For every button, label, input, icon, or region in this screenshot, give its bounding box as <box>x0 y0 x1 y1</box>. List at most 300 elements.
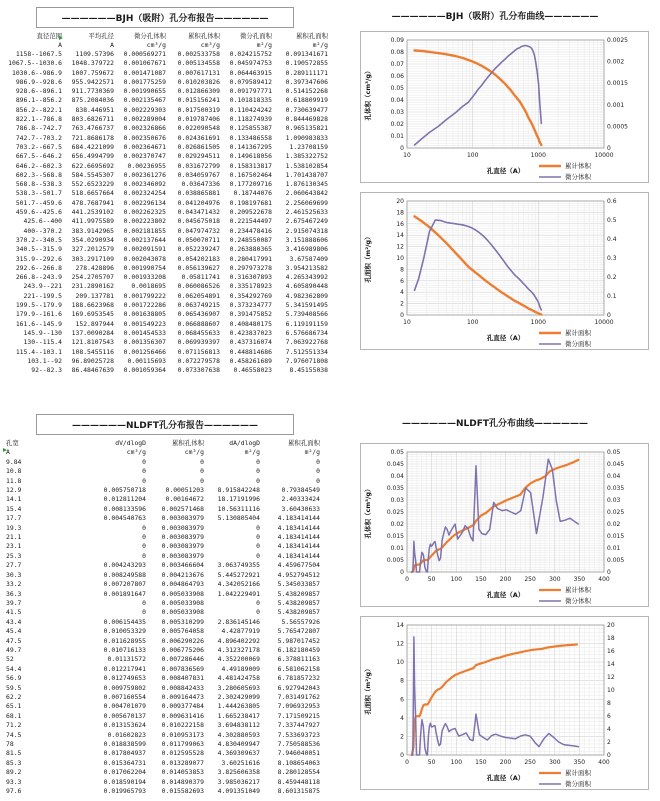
column-unit: A <box>110 41 114 49</box>
row-key-cell: 896.1--856.2 <box>15 96 62 105</box>
value-cell: 0.015156241 <box>177 96 220 105</box>
svg-text:8: 8 <box>400 677 404 685</box>
value-cell: 0.125855387 <box>229 124 272 133</box>
svg-text:0.02: 0.02 <box>607 521 621 528</box>
svg-text:0: 0 <box>607 569 611 576</box>
value-cell: 2.915074318 <box>285 226 328 235</box>
value-cell: 0.024215752 <box>229 50 272 58</box>
row-key-cell: 47.5 <box>6 636 22 645</box>
bjh-charts-section <box>330 0 660 359</box>
nldft-report-title: ——————NLDFT孔分布报告—————— <box>36 414 294 435</box>
row-key-cell: 646.2--602.3 <box>15 161 62 170</box>
legend-entry <box>539 768 592 777</box>
value-cell: 0.069939397 <box>177 338 220 347</box>
svg-text:0: 0 <box>405 576 409 583</box>
value-cell: 169.6953545 <box>71 310 114 319</box>
column-header: 累积孔面积 <box>296 32 328 40</box>
value-cell: 1.23708159 <box>289 142 328 151</box>
value-cell: 955.9422571 <box>71 77 114 86</box>
svg-text:0.02: 0.02 <box>390 121 404 128</box>
value-cell: 4.952794512 <box>277 570 320 579</box>
value-cell: 0.002350676 <box>123 133 166 142</box>
row-key-cell: 602.3--568.8 <box>15 170 62 179</box>
svg-text:4: 4 <box>607 726 611 733</box>
row-key-cell: 74.5 <box>6 730 22 739</box>
value-cell: 0.010203826 <box>177 77 220 86</box>
value-cell: 2.40333424 <box>281 495 320 504</box>
value-cell: 1048.379722 <box>71 59 114 68</box>
value-cell: 0.010716133 <box>103 645 146 654</box>
row-key-cell: 81.5 <box>6 749 22 758</box>
value-cell: 0.012749653 <box>103 674 146 683</box>
value-cell: 1.701438707 <box>285 170 328 179</box>
value-cell: 2.302429099 <box>217 692 260 701</box>
value-cell: 4.481424758 <box>217 674 260 683</box>
row-key-cell: 742.7--703.2 <box>15 133 62 142</box>
value-cell: 0.008407831 <box>161 674 204 683</box>
value-cell: 327.2012579 <box>71 245 114 254</box>
svg-text:12: 12 <box>396 640 404 648</box>
row-key-cell: 30.3 <box>6 570 22 579</box>
value-cell: 0.034059767 <box>177 170 220 179</box>
value-cell: 0.004701079 <box>103 702 146 711</box>
value-cell: 7.750588536 <box>277 740 320 748</box>
value-cell: 0.118274939 <box>229 115 272 124</box>
value-cell: 0.002135467 <box>123 96 166 105</box>
value-cell: 0 <box>142 523 146 532</box>
row-key-cell: 62.2 <box>6 692 22 701</box>
value-cell: 0.064463915 <box>229 68 272 77</box>
row-key-cell: 340.5--315.9 <box>15 245 62 254</box>
column-header: dV/dlogD <box>115 439 146 447</box>
value-cell: 0 <box>256 533 260 542</box>
value-cell: 0.017062204 <box>103 768 146 777</box>
value-cell: 4.896402292 <box>217 636 260 645</box>
value-cell: 0.03647336 <box>181 180 220 189</box>
value-cell: 518.6657664 <box>71 189 114 198</box>
value-cell: 0.072279578 <box>177 356 220 365</box>
row-key-cell: 39.7 <box>6 598 22 607</box>
value-cell: 0.054202183 <box>177 254 220 263</box>
value-cell: 0 <box>256 523 260 532</box>
value-cell: 8.915842248 <box>217 486 260 495</box>
row-key-cell: 33.2 <box>6 580 22 589</box>
svg-text:0: 0 <box>607 752 611 759</box>
svg-text:微分体积: 微分体积 <box>565 173 591 181</box>
value-cell: 4.352200069 <box>217 655 260 664</box>
value-cell: 0.019787406 <box>177 115 220 124</box>
value-cell: 0.008133596 <box>103 504 146 513</box>
value-cell: 0.00164672 <box>165 495 204 504</box>
value-cell: 4.183414144 <box>277 514 320 523</box>
value-cell: 0.011799063 <box>161 740 204 748</box>
svg-text:0: 0 <box>400 569 404 576</box>
value-cell: 188.6623968 <box>71 301 114 310</box>
svg-text:100: 100 <box>450 576 463 583</box>
value-cell: 0 <box>256 598 260 607</box>
value-cell: 0.008842433 <box>161 683 204 692</box>
row-key-cell: 93.3 <box>6 777 22 786</box>
svg-text:0.2: 0.2 <box>607 274 617 281</box>
svg-text:0.1: 0.1 <box>607 293 617 300</box>
value-cell: 0.014053853 <box>161 768 204 777</box>
value-cell: 0.012866309 <box>177 87 220 96</box>
value-cell: 0.009377484 <box>161 702 204 711</box>
svg-text:0.04: 0.04 <box>607 473 621 480</box>
value-cell: 0.002262325 <box>123 208 166 217</box>
svg-text:0.005: 0.005 <box>607 557 625 564</box>
value-cell: 7.063922768 <box>285 338 328 347</box>
value-cell: 0.018838599 <box>103 740 146 748</box>
value-cell: 1109.57396 <box>75 50 114 58</box>
value-cell: 0.060086526 <box>177 282 220 291</box>
svg-text:0.03: 0.03 <box>607 497 621 504</box>
value-cell: 441.2539102 <box>71 208 114 217</box>
value-cell: 0 <box>316 457 320 466</box>
x-axis-label: 孔直径（A） <box>486 774 525 782</box>
value-cell: 3.280605693 <box>217 683 260 692</box>
svg-text:微分面积: 微分面积 <box>565 780 591 788</box>
row-key-cell: 15.4 <box>6 504 22 513</box>
row-key-cell: 56.9 <box>6 674 22 683</box>
value-cell: 0.002181855 <box>123 226 166 235</box>
column-unit: m²/g <box>304 448 320 457</box>
value-cell: 0.004540763 <box>103 514 146 523</box>
svg-text:0.09: 0.09 <box>390 37 404 44</box>
row-key-cell: 928.6--896.1 <box>15 87 62 96</box>
svg-text:0: 0 <box>607 312 611 319</box>
svg-text:0.03: 0.03 <box>390 497 404 504</box>
value-cell: 0.297973278 <box>229 263 272 272</box>
value-cell: 0.043471432 <box>177 208 220 217</box>
svg-text:0.005: 0.005 <box>386 557 404 564</box>
value-cell: 0.005670137 <box>103 711 146 720</box>
value-cell: 0.002571468 <box>161 504 204 513</box>
svg-text:12: 12 <box>396 243 404 251</box>
value-cell: 1.665238417 <box>217 711 260 720</box>
svg-text:0.05: 0.05 <box>390 449 404 456</box>
row-key-cell: 1158--1067.5 <box>15 50 62 58</box>
value-cell: 0.011628955 <box>103 636 146 645</box>
value-cell: 2.675467249 <box>285 217 328 226</box>
bjh-volume-svg <box>361 32 646 182</box>
value-cell: 1.090983833 <box>285 133 328 142</box>
svg-text:16: 16 <box>396 220 404 228</box>
value-cell: 0.001256466 <box>123 347 166 356</box>
column-unit: A <box>58 41 62 49</box>
svg-text:1000: 1000 <box>530 319 546 326</box>
value-cell: 0.158313817 <box>229 161 272 170</box>
bjh-chart-title: ——————BJH（吸附）孔分布曲线—————— <box>391 12 599 22</box>
row-key-cell: 97.6 <box>6 787 22 796</box>
column-unit: m²/g <box>312 41 328 49</box>
row-key-cell: 92--82.3 <box>31 366 62 375</box>
value-cell: 7.031491762 <box>277 692 320 701</box>
svg-text:2: 2 <box>400 733 404 741</box>
svg-text:0.05: 0.05 <box>390 85 404 92</box>
y-axis-label: 孔面积（m²/g） <box>364 665 372 715</box>
svg-text:0.05: 0.05 <box>607 449 621 456</box>
value-cell: 0.101818335 <box>229 96 272 105</box>
svg-text:0.002: 0.002 <box>607 58 625 66</box>
value-cell: 5.345033857 <box>277 580 320 589</box>
svg-text:0: 0 <box>607 145 611 152</box>
row-key-cell: 538.3--501.7 <box>15 189 62 198</box>
svg-text:16: 16 <box>607 648 615 655</box>
value-cell: 0.009164473 <box>161 692 204 701</box>
value-cell: 0 <box>256 476 260 485</box>
value-cell: 0.007207807 <box>103 580 146 589</box>
row-key-cell: 266.8--243.9 <box>15 273 62 282</box>
value-cell: 0.002364671 <box>123 142 166 151</box>
value-cell: 0.002370747 <box>123 152 166 161</box>
value-cell: 4.265343992 <box>285 273 328 282</box>
value-cell: 0.002043078 <box>123 254 166 263</box>
comment-marker-icon <box>3 448 7 452</box>
svg-text:8: 8 <box>607 700 611 707</box>
svg-text:10: 10 <box>396 255 404 262</box>
value-cell: 0.001775259 <box>123 77 166 86</box>
bjh-volume-chart <box>360 31 649 183</box>
value-cell: 0.001799222 <box>123 291 166 300</box>
value-cell: 0.005033908 <box>161 598 204 607</box>
row-key-cell: 501.7--459.6 <box>15 198 62 207</box>
value-cell: 6.927942043 <box>277 683 320 692</box>
svg-text:250: 250 <box>524 576 536 583</box>
row-key-cell: 179.9--161.6 <box>15 310 62 319</box>
value-cell: 0.280417991 <box>229 254 272 263</box>
value-cell: 354.0290934 <box>71 235 114 244</box>
value-cell: 4.183414144 <box>277 533 320 542</box>
value-cell: 7.096932953 <box>277 702 320 711</box>
value-cell: 3.60430633 <box>281 504 320 513</box>
value-cell: 0.133486558 <box>229 133 272 142</box>
value-cell: 0.316307893 <box>229 273 272 282</box>
row-key-cell: 17.7 <box>6 514 22 523</box>
value-cell: 3.416989806 <box>285 245 328 254</box>
svg-text:200: 200 <box>499 759 512 766</box>
row-key-cell: 43.4 <box>6 617 22 626</box>
value-cell: 0.618809919 <box>285 96 328 105</box>
row-key-cell: 568.8--538.3 <box>15 180 62 189</box>
value-cell: 0.007286446 <box>161 655 204 664</box>
value-cell: 0 <box>256 467 260 476</box>
row-key-cell: 65.1 <box>6 702 22 711</box>
column-unit: cm³/g <box>200 41 220 49</box>
svg-text:14: 14 <box>396 232 404 240</box>
value-cell: 0 <box>142 476 146 485</box>
svg-text:400: 400 <box>598 759 610 766</box>
value-cell: 0.001990655 <box>123 87 166 96</box>
svg-text:350: 350 <box>573 576 586 583</box>
value-cell: 0 <box>142 608 146 617</box>
value-cell: 0.079589412 <box>229 77 272 86</box>
svg-text:20: 20 <box>396 198 404 205</box>
column-header: 累积孔面积 <box>288 439 320 447</box>
value-cell: 0.091341671 <box>285 50 328 58</box>
value-cell: 0.408480175 <box>229 319 272 328</box>
value-cell: 721.8686178 <box>71 133 114 142</box>
value-cell: 838.446951 <box>75 105 114 114</box>
svg-text:18: 18 <box>396 209 404 217</box>
row-key-cell: 36.3 <box>6 589 22 598</box>
svg-text:300: 300 <box>549 576 561 583</box>
value-cell: 0.000569271 <box>123 50 166 58</box>
svg-text:50: 50 <box>427 759 436 766</box>
value-cell: 0.110424242 <box>229 105 272 114</box>
value-cell: 0.001933208 <box>123 273 166 282</box>
svg-text:0.025: 0.025 <box>386 509 404 516</box>
svg-text:0.035: 0.035 <box>386 485 404 492</box>
value-cell: 0.073307638 <box>177 366 220 375</box>
svg-text:微分体积: 微分体积 <box>565 597 591 605</box>
value-cell: 0.006775206 <box>161 645 204 654</box>
value-cell: 0.001990754 <box>123 263 166 272</box>
row-key-cell: 59.5 <box>6 683 22 692</box>
value-cell: 0.004243293 <box>103 561 146 570</box>
value-cell: 0.001454533 <box>123 328 166 337</box>
value-cell: 5.445272921 <box>217 570 260 579</box>
value-cell: 0.041204976 <box>177 198 220 207</box>
value-cell: 0.004864793 <box>161 580 204 589</box>
column-header: 微分孔体积 <box>134 32 166 40</box>
svg-text:0.6: 0.6 <box>607 198 617 205</box>
svg-text:0.04: 0.04 <box>390 473 404 480</box>
row-key-cell: 85.3 <box>6 758 22 767</box>
column-unit: A <box>6 448 10 457</box>
svg-text:10000: 10000 <box>594 319 614 326</box>
value-cell: 383.9142965 <box>71 226 114 235</box>
nldft-area-svg <box>361 617 646 789</box>
value-cell: 0.002324254 <box>123 189 166 198</box>
row-key-cell: 292.6--266.8 <box>15 263 62 272</box>
row-key-cell: 161.6--145.9 <box>15 319 62 328</box>
svg-text:350: 350 <box>573 759 586 766</box>
value-cell: 7.976071808 <box>285 356 328 365</box>
value-cell: 0.002091591 <box>123 245 166 254</box>
value-cell: 0 <box>256 551 260 560</box>
value-cell: 0.001471087 <box>123 68 166 77</box>
legend-entry <box>539 172 592 181</box>
value-cell: 0.003466604 <box>161 561 204 570</box>
svg-text:12: 12 <box>607 674 615 681</box>
value-cell: 8.108654063 <box>277 758 320 767</box>
value-cell: 911.7730369 <box>71 87 114 96</box>
value-cell: 4.342052166 <box>217 580 260 589</box>
value-cell: 622.6695692 <box>71 161 114 170</box>
svg-text:0: 0 <box>400 752 404 759</box>
value-cell: 7.512551334 <box>285 347 328 356</box>
value-cell: 763.4766737 <box>71 124 114 133</box>
value-cell: 0.038865881 <box>177 189 220 198</box>
legend-entry <box>539 328 592 337</box>
value-cell: 0.068455633 <box>177 328 220 337</box>
row-key-cell: 68.1 <box>6 711 22 720</box>
value-cell: 0.391475852 <box>229 310 272 319</box>
value-cell: 0.009759802 <box>103 683 146 692</box>
value-cell: 0 <box>200 476 204 485</box>
column-unit: m²/g <box>244 448 260 457</box>
value-cell: 4.369309637 <box>217 749 260 758</box>
value-cell: 0.066888607 <box>177 319 220 328</box>
legend-entry <box>539 161 592 170</box>
value-cell: 8.45155038 <box>289 366 328 375</box>
svg-text:100: 100 <box>450 759 463 766</box>
value-cell: 8.459448118 <box>277 777 320 786</box>
value-cell: 0 <box>142 551 146 560</box>
svg-text:1000: 1000 <box>530 152 546 159</box>
value-cell: 108.5455116 <box>71 347 114 356</box>
value-cell: 1.538102854 <box>285 161 328 170</box>
svg-text:200: 200 <box>499 576 512 583</box>
value-cell: 5.341591495 <box>285 301 328 310</box>
svg-text:0.01: 0.01 <box>390 545 404 552</box>
value-cell: 0 <box>256 542 260 551</box>
legend-entry <box>539 596 592 605</box>
value-cell: 0.005033908 <box>161 589 204 598</box>
y-axis-label: 孔面积（m²/g） <box>364 233 372 283</box>
svg-text:4: 4 <box>400 289 404 297</box>
value-cell: 0 <box>142 533 146 542</box>
value-cell: 0.003083979 <box>161 523 204 532</box>
value-cell: 0.022090548 <box>177 124 220 133</box>
value-cell: 1.385322752 <box>285 152 328 161</box>
value-cell: 0.00051203 <box>165 486 204 495</box>
value-cell: 0.052239247 <box>177 245 220 254</box>
row-key-cell: 1030.6--986.9 <box>11 68 62 77</box>
value-cell: 0.001638805 <box>123 310 166 319</box>
value-cell: 0.045675018 <box>177 217 220 226</box>
svg-text:微分面积: 微分面积 <box>565 340 591 348</box>
row-key-cell: 822.1--786.8 <box>15 115 62 124</box>
svg-text:100: 100 <box>466 319 479 326</box>
value-cell: 552.6523229 <box>71 180 114 189</box>
value-cell: 6.182180459 <box>277 645 320 654</box>
y-axis-label: 孔体积（cm³/g） <box>364 67 372 121</box>
value-cell: 1.876130345 <box>285 180 328 189</box>
value-cell: 0.015364731 <box>103 758 146 767</box>
value-cell: 0.007617131 <box>177 68 220 77</box>
value-cell: 2.060643842 <box>285 189 328 198</box>
svg-text:0.02: 0.02 <box>390 521 404 528</box>
value-cell: 0 <box>200 467 204 476</box>
row-key-cell: 9.84 <box>6 457 22 466</box>
column-header: 微分孔面积 <box>240 32 272 40</box>
svg-text:0.04: 0.04 <box>390 97 404 104</box>
value-cell: 0.002229303 <box>123 105 166 114</box>
value-cell: 4.605890448 <box>285 282 328 291</box>
value-cell: 254.2705707 <box>71 273 114 282</box>
column-unit: cm³/g <box>126 448 146 457</box>
row-key-cell: 115.4--103.1 <box>15 347 62 356</box>
value-cell: 0.198197681 <box>229 198 272 207</box>
value-cell: 8.601315875 <box>277 787 320 796</box>
value-cell: 86.48467639 <box>71 366 114 375</box>
svg-text:10: 10 <box>396 659 404 667</box>
svg-text:0.01: 0.01 <box>390 133 404 140</box>
value-cell: 0.010053329 <box>103 627 146 636</box>
value-cell: 0.05811741 <box>181 273 220 282</box>
row-key-cell: 54.4 <box>6 664 22 673</box>
row-key-cell: 27.7 <box>6 561 22 570</box>
value-cell: 0.005033908 <box>161 608 204 617</box>
value-cell: 0.001549223 <box>123 319 166 328</box>
value-cell: 6.576686734 <box>285 328 328 337</box>
svg-text:0: 0 <box>400 312 404 319</box>
value-cell: 0.056139627 <box>177 263 220 272</box>
row-key-cell: 370.2--340.5 <box>15 235 62 244</box>
row-key-cell: 49.7 <box>6 645 22 654</box>
